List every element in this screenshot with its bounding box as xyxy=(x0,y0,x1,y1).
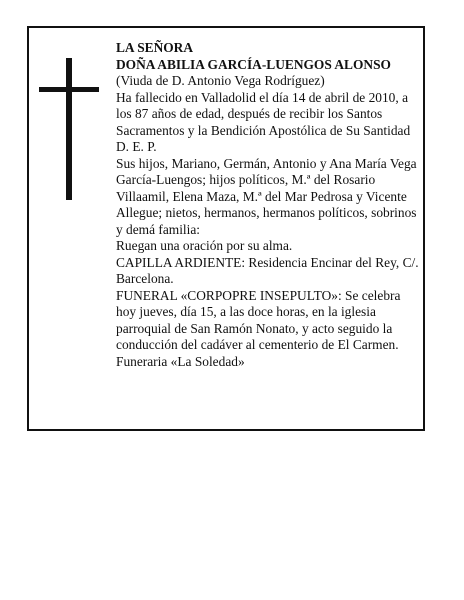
obituary-notice xyxy=(27,26,425,431)
prayer-line: Ruegan una oración por su alma. xyxy=(116,238,293,253)
cross-vertical-bar xyxy=(66,58,72,200)
deceased-name: DOÑA ABILIA GARCÍA-LUENGOS ALONSO xyxy=(116,56,391,72)
funeral-home: Funeraria «La Soledad» xyxy=(116,353,245,369)
funeral-paragraph: FUNERAL «CORPOPRE INSEPULTO»: Se celebra hoy jueves, día 15, a las doce horas, en la iglesia parroquial de San Ramón Nonato, y acto seguido la conducción del cadáver al cementerio de El Carmen. xyxy=(116,287,401,352)
heading-title: LA SEÑORA xyxy=(116,40,194,55)
chapel-paragraph: CAPILLA ARDIENTE: Residencia Encinar del Rey, C/. Barcelona. xyxy=(116,254,419,286)
family-paragraph: Sus hijos, Mariano, Germán, Antonio y Ana María Vega García-Luengos; hijos políticos, M.ª del Rosario Villaamil, Elena Maza, M.ª del Mar Pedrosa y Vicente Allegue; nietos, hermanos, hermanos políticos, sobrinos y demá familia: xyxy=(116,155,417,237)
notice-text xyxy=(116,40,422,370)
cross-icon xyxy=(39,58,99,200)
death-paragraph: Ha fallecido en Valladolid el día 14 de abril de 2010, a los 87 años de edad, después de recibir los Santos Sacramentos y la Bendición Apostólica de Su Santidad D. E. P. xyxy=(116,89,411,154)
widow-line: (Viuda de D. Antonio Vega Rodríguez) xyxy=(116,73,325,88)
cross-horizontal-bar xyxy=(39,87,99,92)
